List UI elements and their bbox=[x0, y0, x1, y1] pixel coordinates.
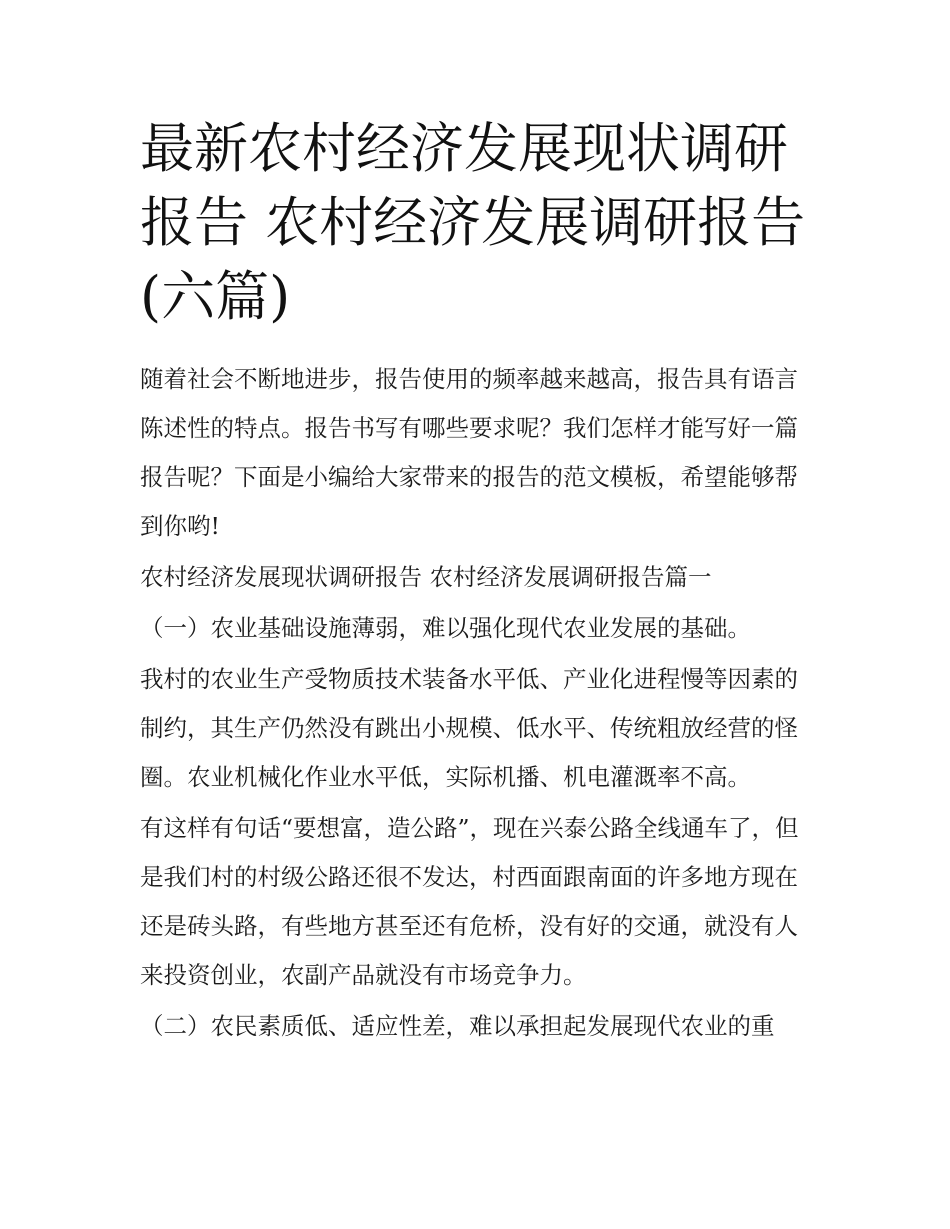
point-one-heading: （一）农业基础设施薄弱，难以强化现代农业发展的基础。 bbox=[140, 614, 751, 642]
section-heading: 农村经济发展现状调研报告 农村经济发展调研报告篇一 bbox=[140, 563, 712, 591]
body-paragraph: 有这样有句话“要想富，造公路”，现在兴泰公路全线通车了，但是我们村的村级公路还很不发达，村西面跟南面的许多地方现在还是砖头路，有些地方甚至还有危桥，没有好的交通，就没有人来投资创业，农副产品就没有市场竞争力。 bbox=[140, 814, 799, 989]
point-two-heading: （二）农民素质低、适应性差，难以承担起发展现代农业的重 bbox=[140, 1012, 775, 1040]
intro-paragraph: 随着社会不断地进步，报告使用的频率越来越高，报告具有语言陈述性的特点。报告书写有哪些要求呢？我们怎样才能写好一篇报告呢？下面是小编给大家带来的报告的范文模板，希望能够帮到你哟! bbox=[140, 365, 798, 540]
body-paragraph: 我村的农业生产受物质技术装备水平低、产业化进程慢等因素的制约，其生产仍然没有跳出小规模、低水平、传统粗放经营的怪圈。农业机械化作业水平低，实际机播、机电灌溉率不高。 bbox=[140, 665, 798, 791]
document-title: 最新农村经济发展现状调研报告 农村经济发展调研报告(六篇) bbox=[140, 117, 806, 328]
document-body bbox=[140, 355, 820, 1051]
